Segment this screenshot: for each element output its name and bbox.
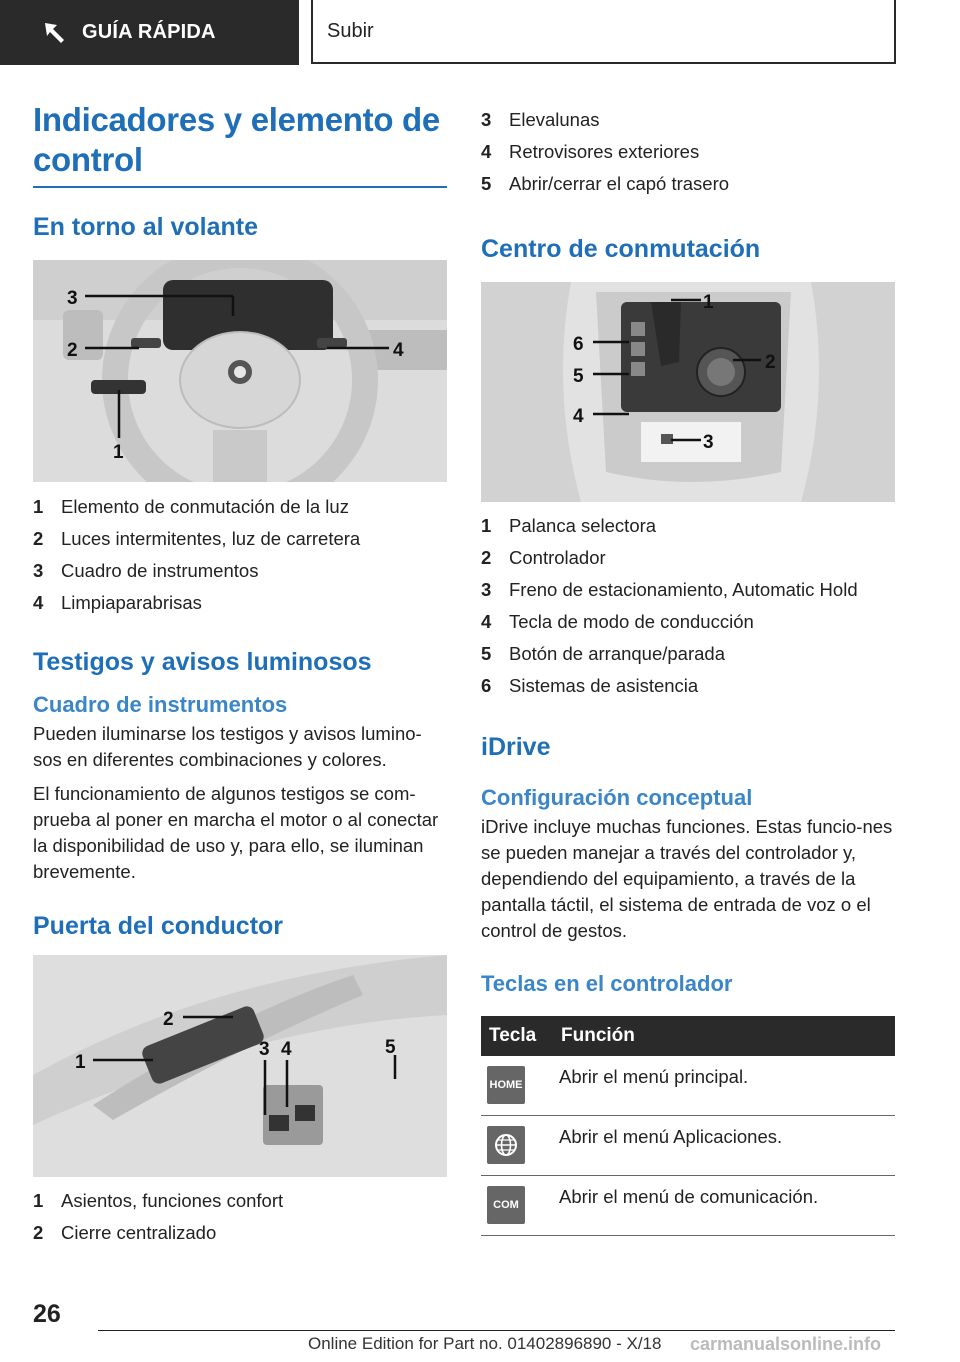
edition-note: Online Edition for Part no. 01402896890 - X/18 (308, 1334, 662, 1353)
callout-5: 5 (385, 1037, 396, 1058)
up-tab-label: Subir (327, 19, 374, 42)
steering-wheel-illustration (33, 260, 447, 482)
callout-5: 5 (573, 366, 584, 387)
table-header-row (481, 1016, 895, 1056)
warnings-paragraph-2: El funcionamiento de algunos testigos se com-prueba al poner en marcha el motor o al conectar la disponibilidad de uso y, para ello, se iluminan brevemente. (33, 783, 439, 882)
page-title: Indicadores y elemento de control (33, 100, 447, 188)
callout-2: 2 (67, 340, 78, 361)
list-item: 4 Limpiaparabrisas (33, 592, 202, 613)
page-number: 26 (33, 1300, 61, 1328)
list-item: 3 Freno de estacionamiento, Automatic Hold (481, 579, 858, 600)
list-item: 2 Cierre centralizado (33, 1222, 217, 1243)
center-console-figure (481, 282, 895, 502)
controller-keys-heading: Teclas en el controlador (481, 971, 733, 996)
table-row: Abrir el menú Aplicaciones. (481, 1116, 895, 1176)
column-header-function: Función (553, 1016, 895, 1056)
list-item: 3 Cuadro de instrumentos (33, 560, 259, 581)
list-item: 2 Controlador (481, 547, 606, 568)
arrow-up-left-icon (42, 20, 68, 46)
steering-heading: En torno al volante (33, 213, 259, 241)
home-key-icon: HOME (487, 1066, 525, 1104)
footer-divider (98, 1330, 895, 1331)
callout-4: 4 (573, 406, 584, 427)
list-item: 2 Luces intermitentes, luz de carretera (33, 528, 361, 549)
concept-subheading: Configuración conceptual (481, 785, 753, 810)
callout-3: 3 (259, 1039, 270, 1060)
callout-1: 1 (703, 292, 714, 313)
callout-4: 4 (281, 1039, 292, 1060)
list-item: 5 Abrir/cerrar el capó trasero (481, 173, 730, 194)
driver-door-heading: Puerta del conductor (33, 912, 284, 940)
column-header-key: Tecla (481, 1016, 553, 1056)
idrive-heading: iDrive (481, 733, 551, 761)
com-key-icon: COM (487, 1186, 525, 1224)
left-column (33, 100, 447, 1249)
apps-key-icon (487, 1126, 525, 1164)
globe-icon (493, 1132, 519, 1158)
quick-guide-tab[interactable] (0, 0, 299, 65)
warnings-heading: Testigos y avisos luminosos (33, 648, 372, 676)
driver-door-legend (33, 1185, 447, 1249)
callout-1: 1 (113, 442, 124, 463)
driver-door-legend-continued (481, 104, 895, 200)
center-console-heading: Centro de conmutación (481, 235, 761, 263)
watermark: carmanualsonline.info (690, 1334, 882, 1354)
list-item: 4 Tecla de modo de conducción (481, 611, 754, 632)
up-tab[interactable] (311, 0, 896, 64)
list-item: 1 Palanca selectora (481, 515, 657, 536)
list-item: 4 Retrovisores exteriores (481, 141, 700, 162)
table-row: HOME Abrir el menú principal. (481, 1056, 895, 1116)
list-item: 5 Botón de arranque/parada (481, 643, 726, 664)
list-item: 1 Elemento de conmutación de la luz (33, 496, 349, 517)
driver-door-figure (33, 955, 447, 1177)
center-console-legend (481, 510, 895, 702)
steering-wheel-figure (33, 260, 447, 482)
list-item: 1 Asientos, funciones confort (33, 1190, 284, 1211)
callout-2: 2 (163, 1009, 174, 1030)
top-navigation (0, 0, 960, 66)
right-column (481, 104, 895, 1236)
steering-legend (33, 491, 447, 619)
callout-4: 4 (393, 340, 404, 361)
idrive-paragraph: iDrive incluye muchas funciones. Estas funcio-nes se pueden manejar a través del controlador y, dependiendo del equipamiento, a través de la pantalla táctil, el sistema de entrada de voz o el control de gestos. (481, 816, 893, 941)
callout-6: 6 (573, 334, 584, 355)
quick-guide-label: GUÍA RÁPIDA (82, 21, 216, 43)
callout-3: 3 (703, 432, 714, 453)
center-console-illustration (481, 282, 895, 502)
table-row: COM Abrir el menú de comunicación. (481, 1176, 895, 1236)
instrument-cluster-subheading: Cuadro de instrumentos (33, 692, 288, 717)
callout-1: 1 (75, 1052, 86, 1073)
driver-door-illustration (33, 955, 447, 1177)
controller-keys-table (481, 1016, 895, 1236)
list-item: 6 Sistemas de asistencia (481, 675, 699, 696)
callout-3: 3 (67, 288, 78, 309)
list-item: 3 Elevalunas (481, 109, 600, 130)
warnings-paragraph-1: Pueden iluminarse los testigos y avisos lumino-sos en diferentes combinaciones y colores. (33, 723, 422, 770)
callout-2: 2 (765, 352, 776, 373)
